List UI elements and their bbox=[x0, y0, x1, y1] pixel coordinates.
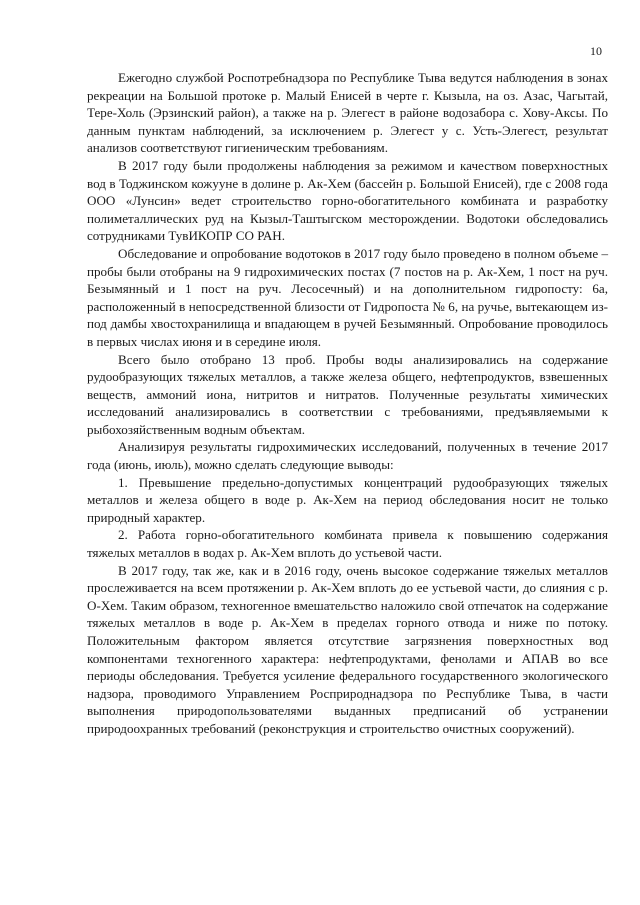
page-number: 10 bbox=[590, 44, 602, 58]
paragraph-monitoring-recreation: Ежегодно службой Роспотребнадзора по Республике Тыва ведутся наблюдения в зонах рекреации на Большой протоке р. Малый Енисей в черте г. Кызыла, на оз. Азас, Чагытай, Тере-Холь (Эрзинский район), а также на р. Элегест в районе водозабора с. Хову-Аксы. По данным пунктам наблюдений, за исключением р. Элегест у с. Усть-Элегест, результат анализов соответствуют гигиеническим требованиям. bbox=[87, 70, 608, 156]
paragraph-summary-2017: В 2017 году, так же, как и в 2016 году, очень высокое содержание тяжелых металлов прослеживается на всем протяжении р. Ак-Хем вплоть до ее устьевой части, до слияния с р. О-Хем. Таким образом, техногенное вмешательство наложило свой отпечаток на содержание тяжелых металлов в воде р. Ак-Хем в пределах горного отвода и ниже по потоку. Положительным фактором является отсутствие загрязнения поверхностных вод компонентами техногенного характера: нефтепродуктами, фенолами и АПАВ во все периоды обследования. Требуется усиление федерального государственного экологического надзора, проводимого Управлением Росприроднадзора по Республике Тыва, в части выполнения природопользователями выданных предписаний об устранении природоохранных требований (реконструкция и строительство очистных сооружений). bbox=[87, 562, 608, 736]
paragraph-conclusion-2: 2. Работа горно-обогатительного комбината привела к повышению содержания тяжелых металлов в водах р. Ак-Хем вплоть до устьевой части. bbox=[87, 527, 608, 561]
paragraph-samples-analysis: Всего было отобрано 13 проб. Пробы воды анализировались на содержание рудообразующих тяжелых металлов, а также железа общего, нефтепродуктов, взвешенных веществ, аммоний иона, нитритов и нитратов. Полученные результаты химических исследований анализировались в соответствии с требованиями, предъявляемыми к рыбохозяйственным водным объектам. bbox=[87, 351, 608, 437]
paragraph-ak-khem-observations: В 2017 году были продолжены наблюдения за режимом и качеством поверхностных вод в Тоджинском кожууне в долине р. Ак-Хем (бассейн р. Большой Енисей), где с 2008 года ООО «Лунсин» ведет строительство горно-обогатительного комбината и разработку полиметаллических руд на Кызыл-Таштыгском месторождении. Водотоки обследовались сотрудниками ТувИКОПР СО РАН. bbox=[87, 157, 608, 244]
page-body bbox=[87, 69, 608, 738]
paragraph-sampling-scope: Обследование и опробование водотоков в 2017 году было проведено в полном объеме – пробы были отобраны на 9 гидрохимических постах (7 постов на р. Ак-Хем, 1 пост на руч. Безымянный и 1 пост на руч. Лесосечный) и на дополнительном гидропосту: 6а, расположенный в непосредственной близости от Гидропоста № 6, на ручье, вытекающем из-под дамбы хвостохранилища и впадающем в ручей Безымянный. Опробование проводилось в первых числах июня и в середине июля. bbox=[87, 245, 608, 349]
paragraph-conclusions-intro: Анализируя результаты гидрохимических исследований, полученных в течение 2017 года (июнь, июль), можно сделать следующие выводы: bbox=[87, 439, 608, 473]
paragraph-conclusion-1: 1. Превышение предельно-допустимых концентраций рудообразующих тяжелых металлов и железа общего в воде р. Ак-Хем на период обследования носит не только природный характер. bbox=[87, 474, 608, 525]
